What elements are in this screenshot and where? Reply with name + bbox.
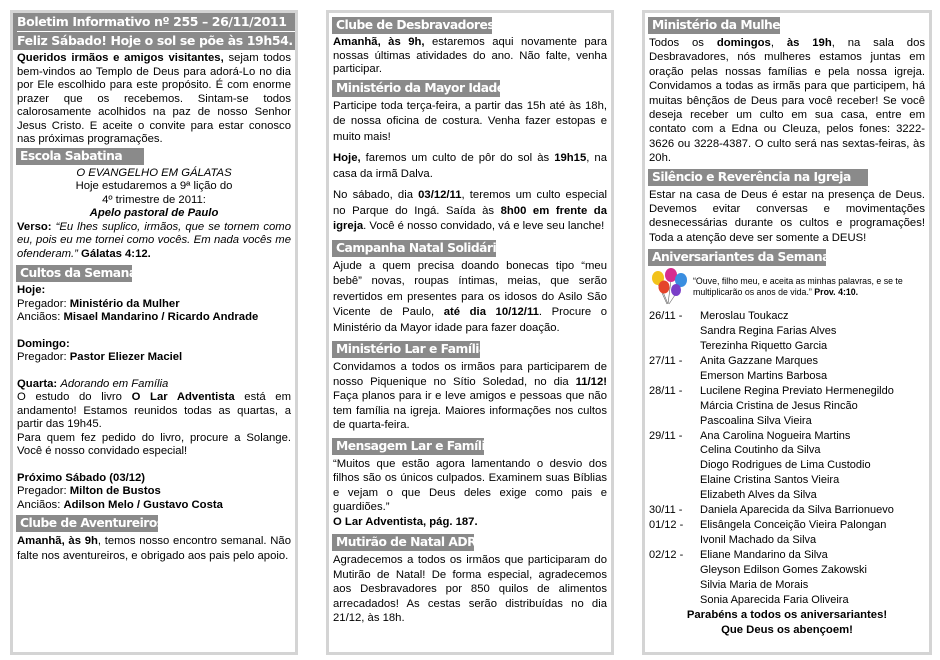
birthday-name: Pascoalina Silva Vieira (700, 414, 812, 427)
birthday-row (649, 458, 925, 473)
birthday-date (649, 578, 700, 593)
birthday-date: 28/11 - (649, 384, 683, 397)
birthday-name: Daniela Aparecida da Silva Barrionuevo (700, 504, 894, 517)
birthday-row (649, 563, 925, 578)
birthday-date: 26/11 - (649, 310, 683, 323)
section-title-mulher: Ministério da Mulher (648, 17, 780, 34)
section-title-lar-familia: Ministério Lar e Família (332, 341, 480, 358)
birthday-date: 30/11 - (649, 504, 683, 517)
birthday-name: Ivonil Machado da Silva (700, 533, 817, 546)
section-title-natal-solidario: Campanha Natal Solidário (332, 240, 496, 257)
section-title-aventureiros: Clube de Aventureiros (16, 515, 158, 532)
birthday-name: Emerson Martins Barbosa (700, 369, 828, 382)
birthday-name: Diogo Rodrigues de Lima Custodio (700, 459, 871, 472)
birthday-list (649, 309, 925, 607)
section-title-aniversariantes: Aniversariantes da Semana (648, 249, 826, 266)
birthday-name: Lucilene Regina Previato Hermenegildo (700, 384, 894, 397)
section-title-escola-sabatina: Escola Sabatina (16, 148, 144, 165)
birthday-date (649, 399, 700, 414)
natal-solidario-body: Ajude a quem precisa doando bonecas tipo “meu bebê” novas, roupas íntimas, meias, que serão revertidos em presentes para os idosos do Asilo São Vicente de Paulo, até dia 10/12/11. Procure o Ministério da Mayor idade para fazer doação. (333, 259, 607, 334)
birthday-row (649, 518, 925, 533)
balloons-icon (649, 268, 689, 306)
desbravadores-body: Amanhã, às 9h, estaremos aqui novamente para nossas últimas atividades do ano. Não falte, venha participar. (333, 36, 607, 75)
lar-familia-body: Convidamos a todos os irmãos para participarem de nosso Piquenique no Sítio Soledad, no dia 11/12! Faça planos para ir e leve amigos e pessoas que não tem família na igreja. Maiores informações nos cultos de quarta-feira. (333, 361, 607, 431)
mulher-body: Todos os domingos, às 19h, na sala dos Desbravadores, nós mulheres estamos juntas em oração pelas nossas famílias e pela nossa igreja. Convidamos a todas as irmãs para que participem, há muitas bênçãos de Deus para você receber! Se você deseja receber um culto em sua casa, entre em contato com a Edna ou Cleuza, pelos fones: 3222-3626 ou 3228-4387. O culto será nas sextas-feiras, às 20h. (649, 37, 925, 165)
aventureiros-body: Amanhã, às 9h, temos nosso encontro semanal. Não falte nos aventureiros, e obrigado aos pais pelo apoio. (17, 535, 291, 562)
sunset-banner: Feliz Sábado! Hoje o sol se põe às 19h54. (17, 33, 293, 48)
birthday-row (649, 324, 925, 339)
section-title-adra: Mutirão de Natal ADRA (332, 534, 474, 551)
birthday-row (649, 399, 925, 414)
escola-sabatina-body: O EVANGELHO EM GÁLATAS Hoje estudaremos a 9ª lição do 4º trimestre de 2011: Apelo pastoral de Paulo (75, 166, 233, 219)
birthday-name: Eliane Mandarino da Silva (700, 548, 828, 561)
cultos-body: Hoje: Pregador: Ministério da Mulher Anciãos: Misael Mandarino / Ricardo Andrade Domingo: Pregador: Pastor Eliezer Maciel Quarta: Adorando em Família O estudo do livro O Lar Adventista está em andamento! Estamos reunidos todas as quartas, a partir das 19h45. Para quem fez pedido do livro, procure a Solange. Você é nosso convidado especial! Próximo Sábado (03/12) Pregador: Milton de Bustos Anciãos: Adilson Melo / Gustavo Costa (17, 284, 291, 511)
birthday-name: Meroslau Toukacz (700, 310, 789, 323)
birthday-name: Sonia Aparecida Faria Oliveira (700, 593, 849, 606)
birthday-row (649, 443, 925, 458)
birthday-date (649, 324, 700, 339)
section-title-mayor-idade: Ministério da Mayor Idade (332, 80, 500, 97)
birthday-row (649, 503, 925, 518)
mayor-idade-body: Participe toda terça-feira, a partir das 15h até às 18h, de nossa oficina de costura. Venha fazer estopas e muito mais! Hoje, faremos um culto de pôr do sol às 19h15, na casa da irmã Dalva. No sábado, dia 03/12/11, teremos um culto especial no Parque do Ingá. Saída às 8h00 em frente da igreja. Você é nosso convidado, vá e leve seu lanche! (333, 99, 607, 232)
section-title-cultos: Cultos da Semana (16, 265, 132, 282)
birthday-row (649, 578, 925, 593)
birthday-row (649, 488, 925, 503)
birthday-row (649, 369, 925, 384)
birthday-row (649, 533, 925, 548)
birthday-row (649, 429, 925, 444)
column-middle (326, 10, 614, 655)
birthday-name: Márcia Cristina de Jesus Rincão (700, 399, 858, 412)
birthday-row (649, 309, 925, 324)
adra-body: Agradecemos a todos os irmãos que participaram do Mutirão de Natal! De forma especial, agradecemos aos Desbravadores por 850 quilos de alimentos arrecadados! As cestas serão distribuídas no dia 21/12, às 18h. (333, 554, 607, 624)
section-title-desbravadores: Clube de Desbravadores (332, 17, 492, 34)
birthday-date: 01/12 - (649, 518, 684, 531)
column-left (10, 10, 298, 655)
section-title-silencio: Silêncio e Reverência na Igreja (648, 169, 868, 186)
birthday-name: Elaine Cristina Santos Vieira (700, 474, 840, 487)
birthday-row (649, 354, 925, 369)
birthday-date (649, 593, 700, 608)
birthday-row (649, 384, 925, 399)
birthday-date (649, 458, 700, 473)
birthday-date: 02/12 - (649, 548, 684, 561)
birthday-date (649, 488, 700, 503)
section-title-mensagem: Mensagem Lar e Família (332, 438, 484, 455)
birthday-date (649, 533, 700, 548)
birthday-row (649, 339, 925, 354)
birthday-date: 27/11 - (649, 355, 683, 367)
birthday-date (649, 443, 700, 458)
welcome-text: Queridos irmãos e amigos visitantes, sejam todos bem-vindos ao Templo de Deus para adorá-Lo no dia por Ele escolhido para este propósito. É com enorme prazer que os recebemos. Sintam-se todos calorosamente acolhidos na paz de nosso Senhor Jesus Cristo. E aceite o convite para estar conosco nas próximas programações. (17, 52, 291, 145)
birthday-name: Gleyson Edilson Gomes Zakowski (700, 563, 867, 576)
birthday-verse: “Ouve, filho meu, e aceita as minhas palavras, e se te multiplicarão os anos de vida.” Prov. 4:10. (649, 268, 925, 306)
bulletin-title: Boletim Informativo nº 255 – 26/11/2011 (17, 13, 295, 32)
bulletin-header (13, 13, 295, 50)
birthday-row (649, 414, 925, 429)
column-right (642, 10, 932, 655)
birthday-name: Elizabeth Alves da Silva (700, 489, 817, 502)
birthday-date (649, 414, 700, 429)
mensagem-body: “Muitos que estão agora lamentando o desvio dos filhos são os únicos culpados. Examinem suas Bíblias e vejam o que Deus deles exige como pais e guardiões.” O Lar Adventista, pág. 187. (333, 457, 607, 528)
birthday-row (649, 473, 925, 488)
birthday-name: Ana Carolina Nogueira Martins (700, 429, 851, 442)
birthday-closing: Parabéns a todos os aniversariantes! Que Deus os abençoem! (686, 609, 888, 637)
birthday-name: Anita Gazzane Marques (700, 355, 819, 367)
birthday-name: Terezinha Riquetto Garcia (700, 340, 828, 353)
verso-text: Verso: “Eu lhes suplico, irmãos, que se tornem como eu, pois eu me tornei como vocês. Em nada vocês me ofenderam.” Gálatas 4:12. (17, 220, 291, 260)
birthday-name: Silvia Maria de Morais (700, 578, 809, 591)
birthday-row (649, 548, 925, 563)
birthday-date (649, 339, 700, 354)
birthday-row (649, 593, 925, 608)
birthday-name: Celina Coutinho da Silva (700, 444, 821, 457)
birthday-name: Sandra Regina Farias Alves (700, 325, 837, 338)
birthday-date (649, 369, 700, 384)
birthday-name: Elisângela Conceição Vieira Palongan (700, 518, 887, 531)
silencio-body: Estar na casa de Deus é estar na presença de Deus. Devemos evitar conversas e movimentações desnecessárias durante os cultos e programações! Toda a atenção deve ser somente a DEUS! (649, 188, 925, 244)
birthday-date: 29/11 - (649, 429, 683, 442)
birthday-date (649, 563, 700, 578)
birthday-date (649, 473, 700, 488)
